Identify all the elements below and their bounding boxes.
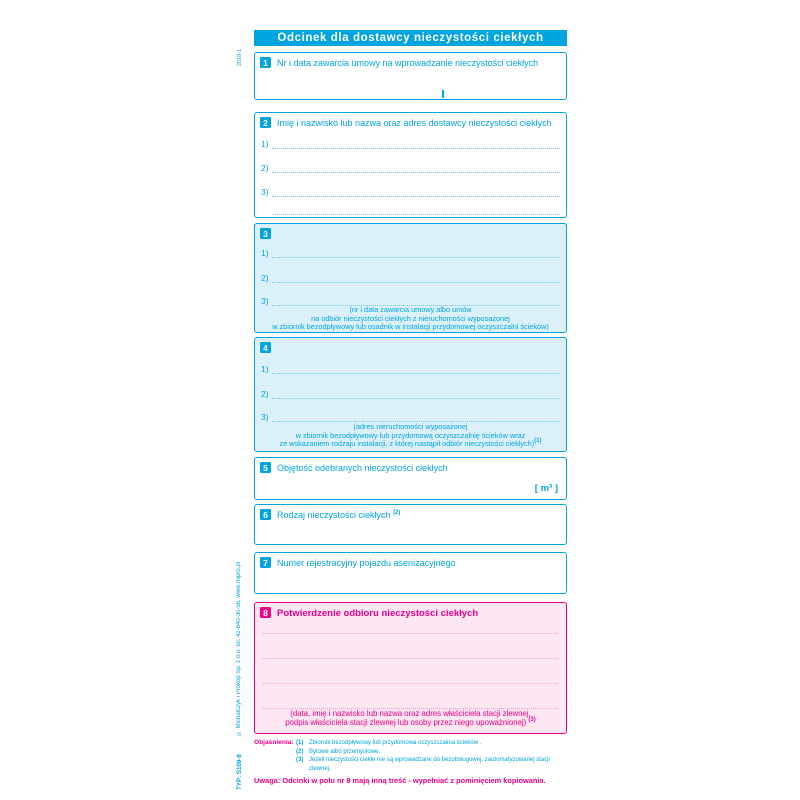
- section-4-number-badge: 4: [260, 342, 271, 353]
- section-2-head: [260, 117, 561, 129]
- section-6-head: [260, 509, 561, 521]
- caption-text: podpis właściciela stacji zlewnej lub osoby przez niego upoważnionej): [285, 718, 527, 728]
- footnote-ref-1: (1): [534, 438, 542, 444]
- caption-line: w zbiornik bezodpływowy lub osadnik w instalacji przydomowej oczyszczalni ścieków): [272, 322, 549, 331]
- caption-line: (adres nieruchomości wyposażonej: [353, 422, 468, 431]
- footnote-row-3: [254, 756, 567, 773]
- fill-in-line: [272, 412, 560, 422]
- section-2-line-extra: [273, 205, 560, 215]
- section-4-line-1: [261, 364, 560, 374]
- section-8-caption: [259, 709, 562, 728]
- section-8-head: [260, 607, 561, 619]
- fill-in-line: [272, 364, 560, 374]
- section-8-line-3: [263, 674, 558, 684]
- line-1-label: 1): [261, 364, 269, 374]
- section-3-number-badge: 3: [260, 228, 271, 239]
- print-code-vertical-text: 2618-1: [237, 48, 243, 66]
- section-4-caption: [259, 423, 562, 449]
- section-4-line-2: [261, 389, 560, 399]
- center-tick-mark: [442, 90, 444, 98]
- section-2-title: Imię i nazwisko lub nazwa oraz adres dostawcy nieczystości ciekłych: [277, 118, 552, 128]
- section-2: [254, 112, 567, 218]
- section-5: [254, 457, 567, 500]
- section-5-number-badge: 5: [260, 462, 271, 473]
- section-7: [254, 552, 567, 594]
- fill-in-line: [272, 187, 560, 197]
- line-3-label: 3): [261, 296, 269, 306]
- form-type-code-vertical-text: TYP: S109-8: [236, 754, 243, 790]
- section-3-line-1: [261, 248, 560, 258]
- line-2-label: 2): [261, 273, 269, 283]
- form-header-bar: [254, 30, 567, 46]
- line-1-label: 1): [261, 139, 269, 149]
- fill-in-line: [272, 389, 560, 399]
- fill-in-line: [272, 163, 560, 173]
- section-8-line-4: [263, 699, 558, 709]
- fill-in-line: [273, 205, 560, 215]
- footnote-3-text: Jeżeli nieczystości ciekłe nie są wprowadzane do bezobsługowej, zautomatyzowanej stacji zlewnej.: [309, 757, 550, 772]
- section-1-title: Nr i data zawarcia umowy na wprowadzanie nieczystości ciekłych: [277, 58, 539, 68]
- publisher-credit-vertical-text: © Michalczyk i Prokop Sp. z o.o. tel. 42-640-30-56, www.mipro.pl: [236, 561, 242, 736]
- section-4: [254, 337, 567, 452]
- section-8-number-badge: 8: [260, 607, 271, 618]
- caption-line: w zbiornik bezodpływowy lub przydomową oczyszczalnię ścieków wraz: [295, 430, 526, 440]
- footnote-ref-2: (2): [393, 510, 401, 516]
- fill-in-line: [272, 273, 560, 283]
- explanations-label: Objaśnienia:: [254, 739, 294, 746]
- section-5-title: Objętość odebranych nieczystości ciekłych: [277, 463, 448, 473]
- footnote-row-2: [254, 748, 567, 757]
- section-7-number-badge: 7: [260, 557, 271, 568]
- line-3-label: 3): [261, 412, 269, 422]
- section-1: [254, 52, 567, 100]
- section-3-caption: [259, 306, 562, 332]
- section-8-line-2: [263, 649, 558, 659]
- section-6-title-text: Rodzaj nieczystości ciekłych: [277, 510, 391, 520]
- section-2-line-2: [261, 163, 560, 173]
- section-7-head: [260, 557, 561, 569]
- caption-text: ze wskazaniem rodzaju instalacji, z której nastąpił odbiór nieczystości ciekłych): [279, 439, 535, 448]
- section-5-head: [260, 462, 561, 474]
- fill-in-line: [263, 649, 558, 659]
- footer-notes: [254, 739, 567, 785]
- caption-line: [259, 440, 562, 449]
- footnote-ref-3: (3): [528, 717, 536, 724]
- footnote-1-text: Zbiornik bezodpływowy lub przydomowa oczyszczalnia ścieków .: [309, 740, 482, 746]
- fill-in-line: [272, 248, 560, 258]
- caption-line: (data, imię i nazwisko lub nazwa oraz adres właściciela stacji zlewnej,: [290, 709, 531, 718]
- section-3-line-2: [261, 273, 560, 283]
- caption-line: (nr i data zawarcia umowy albo umów: [349, 305, 472, 314]
- footnote-2-number: (2): [296, 748, 304, 755]
- line-3-label: 3): [261, 187, 269, 197]
- section-7-title: Numer rejestracyjny pojazdu asenizacyjnego: [277, 558, 456, 568]
- line-2-label: 2): [261, 163, 269, 173]
- footnote-row-1: [254, 739, 567, 748]
- line-2-label: 2): [261, 389, 269, 399]
- copy-warning-text: Uwaga: Odcinki w polu nr 8 mają inną treść - wypełniać z pominięciem kopiowania.: [254, 776, 546, 786]
- section-2-line-1: [261, 139, 560, 149]
- footnote-3-number: (3): [296, 757, 304, 764]
- fill-in-line: [263, 674, 558, 684]
- section-2-line-3: [261, 187, 560, 197]
- section-6: [254, 504, 567, 545]
- section-6-title: [277, 509, 400, 521]
- section-8-title: Potwierdzenie odbioru nieczystości ciekłych: [277, 608, 479, 619]
- section-1-head: [260, 57, 561, 69]
- form-title: Odcinek dla dostawcy nieczystości ciekłych: [277, 32, 544, 44]
- section-1-number-badge: 1: [260, 57, 271, 68]
- fill-in-line: [263, 699, 558, 709]
- cubic-meter-unit: [ m³ ]: [534, 483, 558, 494]
- section-3-head: [260, 228, 561, 239]
- caption-line: na odbiór nieczystości ciekłych z nieruchomości wyposażonej: [311, 313, 510, 323]
- fill-in-line: [272, 139, 560, 149]
- fill-in-line: [263, 624, 558, 634]
- line-1-label: 1): [261, 248, 269, 258]
- footnote-2-text: Bytowe albo przemysłowe.: [309, 748, 381, 755]
- section-2-number-badge: 2: [260, 117, 271, 128]
- caption-line: [259, 718, 562, 727]
- section-4-line-3: [261, 412, 560, 422]
- footnote-1-number: (1): [296, 740, 304, 746]
- section-4-head: [260, 342, 561, 353]
- section-3: [254, 223, 567, 333]
- section-6-number-badge: 6: [260, 509, 271, 520]
- section-8: [254, 602, 567, 734]
- section-8-line-1: [263, 624, 558, 634]
